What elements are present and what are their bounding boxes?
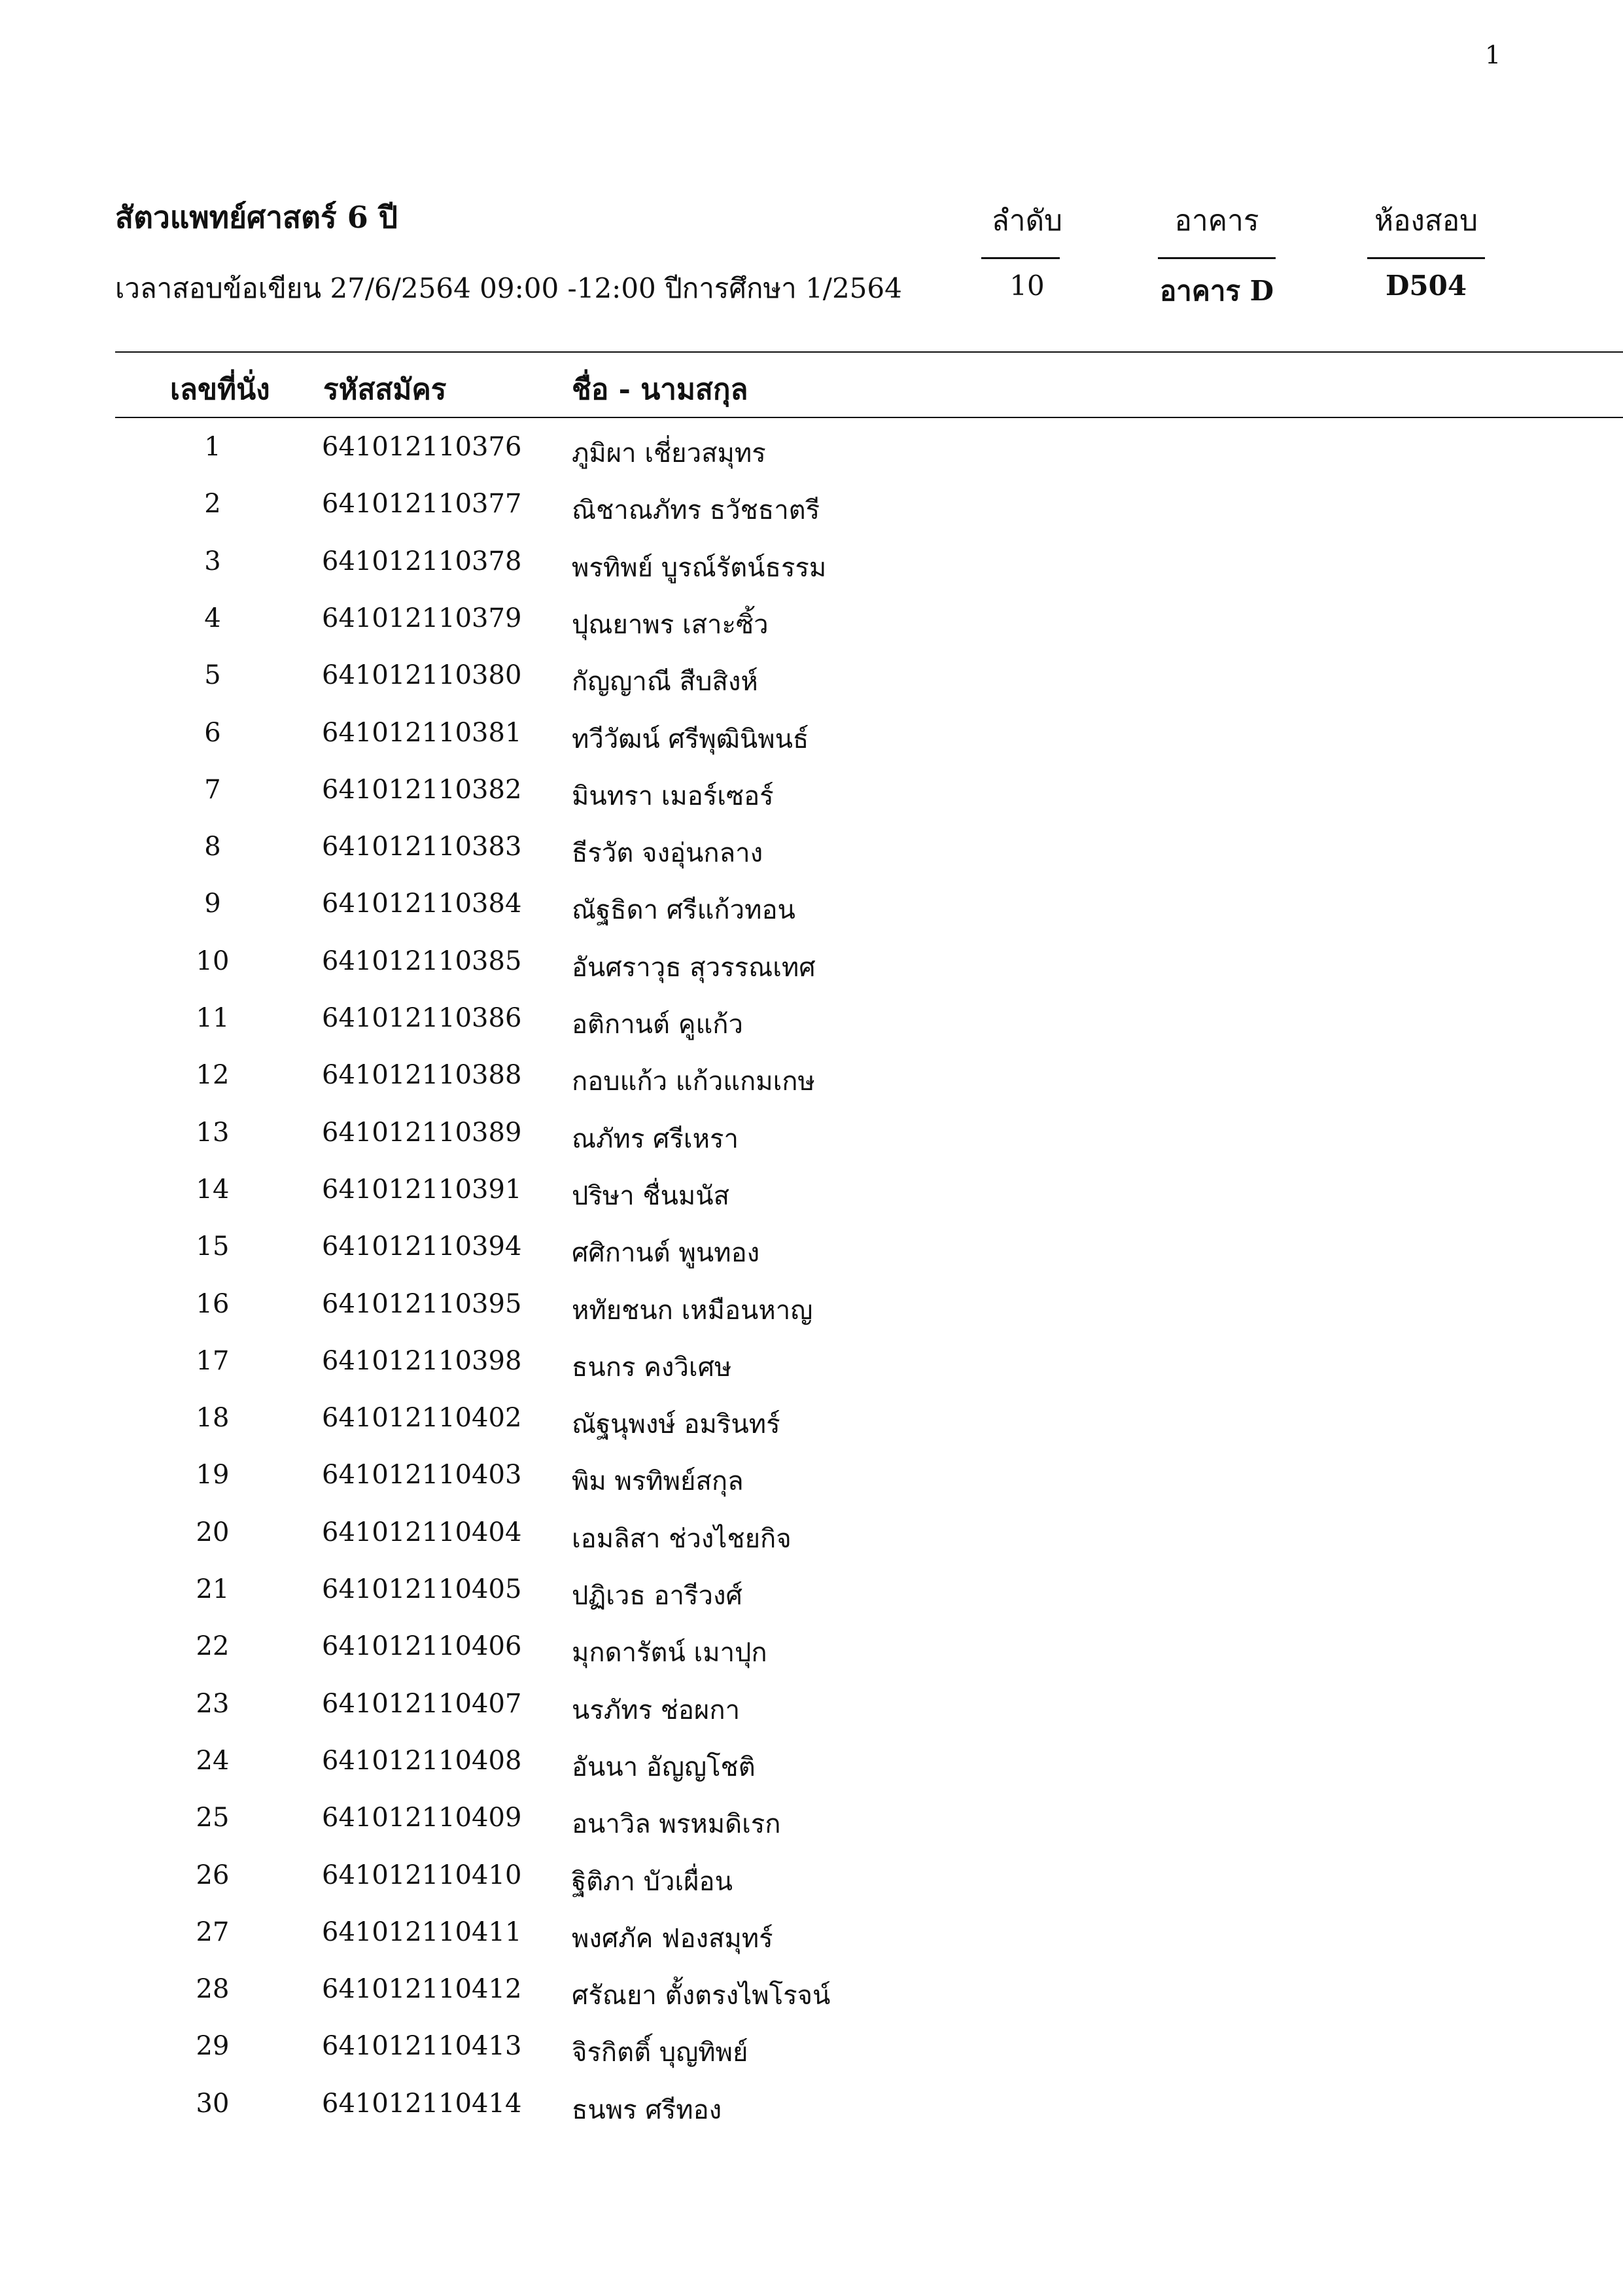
seat-number: 8 xyxy=(204,832,221,862)
table-row xyxy=(0,660,1623,713)
seat-number: 14 xyxy=(196,1174,230,1205)
full-name: พิม พรทิพย์สกุล xyxy=(572,1466,744,1497)
seat-number: 2 xyxy=(204,489,221,520)
applicant-id: 641012110384 xyxy=(322,889,522,919)
seat-number: 26 xyxy=(196,1860,230,1890)
seat-number: 7 xyxy=(204,774,221,805)
room-label: ห้องสอบ xyxy=(1374,204,1478,238)
seat-number: 18 xyxy=(196,1403,230,1434)
full-name: มินทรา เมอร์เซอร์ xyxy=(572,781,774,811)
full-name: ศศิกานต์ พูนทอง xyxy=(572,1238,760,1269)
full-name: อันศราวุธ สุวรรณเทศ xyxy=(572,952,816,983)
full-name: ทวีวัฒน์ ศรีพุฒินิพนธ์ xyxy=(572,724,809,754)
applicant-id: 641012110413 xyxy=(322,2031,522,2062)
applicant-id: 641012110388 xyxy=(322,1060,522,1091)
building-value: อาคาร D xyxy=(1159,275,1274,307)
table-row xyxy=(0,1060,1623,1112)
full-name: กัญญาณี สืบสิงห์ xyxy=(572,667,758,698)
table-row xyxy=(0,1003,1623,1055)
seat-number: 13 xyxy=(196,1117,230,1148)
full-name: ณัฐนุพงษ์ อมรินทร์ xyxy=(572,1409,780,1440)
full-name: กอบแก้ว แก้วแกมเกษ xyxy=(572,1067,815,1097)
applicant-id: 641012110378 xyxy=(322,546,522,576)
applicant-id: 641012110398 xyxy=(322,1345,522,1376)
exam-schedule: เวลาสอบข้อเขียน 27/6/2564 09:00 -12:00 ปีการศึกษา 1/2564 xyxy=(115,272,902,304)
table-row xyxy=(0,1517,1623,1570)
full-name: ภูมิผา เชี่ยวสมุทร xyxy=(572,438,766,468)
applicant-id: 641012110381 xyxy=(322,717,522,748)
table-row xyxy=(0,946,1623,998)
full-name: ธนกร คงวิเศษ xyxy=(572,1352,732,1383)
applicant-id: 641012110385 xyxy=(322,945,522,976)
applicant-id: 641012110394 xyxy=(322,1231,522,1262)
seat-number: 29 xyxy=(196,2031,230,2062)
full-name: ธีรวัต จงอุ่นกลาง xyxy=(572,838,763,869)
full-name: หทัยชนก เหมือนหาญ xyxy=(572,1295,813,1326)
building-label: อาคาร xyxy=(1174,204,1259,238)
seat-number: 11 xyxy=(196,1003,230,1033)
table-row xyxy=(0,775,1623,827)
applicant-id: 641012110408 xyxy=(322,1745,522,1776)
seat-number: 30 xyxy=(196,2088,230,2119)
column-header-seat: เลขที่นั่ง xyxy=(170,373,270,406)
full-name: ณิชาณภัทร ธวัชธาตรี xyxy=(572,495,820,526)
applicant-id: 641012110406 xyxy=(322,1631,522,1662)
order-label: ลำดับ xyxy=(991,204,1063,238)
column-header-full-name: ชื่อ - นามสกุล xyxy=(572,373,748,406)
table-row xyxy=(0,2089,1623,2141)
seat-number: 15 xyxy=(196,1231,230,1262)
building-underline xyxy=(1158,257,1276,259)
column-header-applicant-id: รหัสสมัคร xyxy=(323,373,447,406)
table-row xyxy=(0,603,1623,656)
seat-number: 4 xyxy=(204,603,221,633)
applicant-id: 641012110407 xyxy=(322,1688,522,1719)
table-row xyxy=(0,489,1623,541)
full-name: ณัฐธิดา ศรีแก้วทอน xyxy=(572,895,795,926)
seat-number: 19 xyxy=(196,1460,230,1491)
table-row xyxy=(0,1174,1623,1227)
seat-number: 23 xyxy=(196,1688,230,1719)
applicant-id: 641012110409 xyxy=(322,1803,522,1833)
full-name: อันนา อัญญโชติ xyxy=(572,1752,756,1782)
full-name: ปฏิเวธ อารีวงศ์ xyxy=(572,1581,742,1611)
seat-number: 24 xyxy=(196,1745,230,1776)
seat-number: 6 xyxy=(204,717,221,748)
full-name: จิรกิตติ์ บุญทิพย์ xyxy=(572,2038,748,2068)
table-row xyxy=(0,1746,1623,1798)
table-row xyxy=(0,718,1623,770)
applicant-id: 641012110412 xyxy=(322,1974,522,2005)
table-row xyxy=(0,1118,1623,1170)
applicant-id: 641012110380 xyxy=(322,660,522,691)
order-underline xyxy=(981,257,1060,259)
table-row xyxy=(0,1460,1623,1512)
seat-number: 21 xyxy=(196,1574,230,1604)
full-name: อนาวิล พรหมดิเรก xyxy=(572,1809,781,1840)
room-underline xyxy=(1367,257,1485,259)
table-row xyxy=(0,1631,1623,1684)
table-row xyxy=(0,1803,1623,1855)
seat-number: 17 xyxy=(196,1345,230,1376)
full-name: ปุณยาพร เสาะซิ้ว xyxy=(572,609,769,640)
full-name: ณภัทร ศรีเหรา xyxy=(572,1123,739,1154)
table-row xyxy=(0,1860,1623,1913)
seat-number: 9 xyxy=(204,889,221,919)
table-row xyxy=(0,889,1623,941)
seat-number: 5 xyxy=(204,660,221,691)
page-number: 1 xyxy=(1485,41,1501,69)
table-row xyxy=(0,1346,1623,1398)
table-row xyxy=(0,546,1623,599)
seat-number: 25 xyxy=(196,1803,230,1833)
applicant-id: 641012110402 xyxy=(322,1403,522,1434)
table-row xyxy=(0,1689,1623,1741)
full-name: เอมลิสา ช่วงไชยกิจ xyxy=(572,1523,792,1554)
applicant-id: 641012110383 xyxy=(322,832,522,862)
full-name: ปริษา ชื่นมนัส xyxy=(572,1180,730,1211)
table-top-rule xyxy=(115,351,1623,353)
seat-number: 10 xyxy=(196,945,230,976)
room-value: D504 xyxy=(1385,270,1467,302)
full-name: พรทิพย์ บูรณ์รัตน์ธรรม xyxy=(572,552,827,583)
full-name: ฐิติภา บัวเผื่อน xyxy=(572,1866,733,1897)
seat-number: 20 xyxy=(196,1517,230,1547)
table-row xyxy=(0,2031,1623,2083)
applicant-id: 641012110391 xyxy=(322,1174,522,1205)
applicant-id: 641012110376 xyxy=(322,432,522,462)
seat-number: 28 xyxy=(196,1974,230,2005)
seat-number: 22 xyxy=(196,1631,230,1662)
table-row xyxy=(0,1917,1623,1969)
order-value: 10 xyxy=(1009,270,1045,302)
seat-number: 27 xyxy=(196,1916,230,1947)
table-row xyxy=(0,432,1623,484)
applicant-id: 641012110379 xyxy=(322,603,522,633)
seat-number: 16 xyxy=(196,1288,230,1319)
seat-number: 12 xyxy=(196,1060,230,1091)
seat-number: 3 xyxy=(204,546,221,576)
applicant-id: 641012110411 xyxy=(322,1916,522,1947)
full-name: ศรัณยา ตั้งตรงไพโรจน์ xyxy=(572,1981,831,2011)
table-row xyxy=(0,1231,1623,1284)
applicant-id: 641012110389 xyxy=(322,1117,522,1148)
table-row xyxy=(0,1574,1623,1627)
applicant-id: 641012110377 xyxy=(322,489,522,520)
applicant-id: 641012110386 xyxy=(322,1003,522,1033)
table-row xyxy=(0,832,1623,884)
table-row xyxy=(0,1289,1623,1341)
faculty-title: สัตวแพทย์ศาสตร์ 6 ปี xyxy=(115,200,398,235)
full-name: ธนพร ศรีทอง xyxy=(572,2094,722,2125)
applicant-id: 641012110395 xyxy=(322,1288,522,1319)
full-name: อติกานต์ คูแก้ว xyxy=(572,1010,743,1040)
full-name: มุกดารัตน์ เมาปุก xyxy=(572,1638,767,1669)
applicant-id: 641012110382 xyxy=(322,774,522,805)
full-name: พงศภัค ฟองสมุทร์ xyxy=(572,1923,773,1954)
table-row xyxy=(0,1403,1623,1455)
applicant-id: 641012110410 xyxy=(322,1860,522,1890)
full-name: นรภัทร ช่อผกา xyxy=(572,1695,741,1725)
table-header-rule xyxy=(115,417,1623,418)
applicant-id: 641012110403 xyxy=(322,1460,522,1491)
applicant-id: 641012110405 xyxy=(322,1574,522,1604)
table-row xyxy=(0,1974,1623,2026)
seat-number: 1 xyxy=(204,432,221,462)
applicant-id: 641012110414 xyxy=(322,2088,522,2119)
applicant-id: 641012110404 xyxy=(322,1517,522,1547)
